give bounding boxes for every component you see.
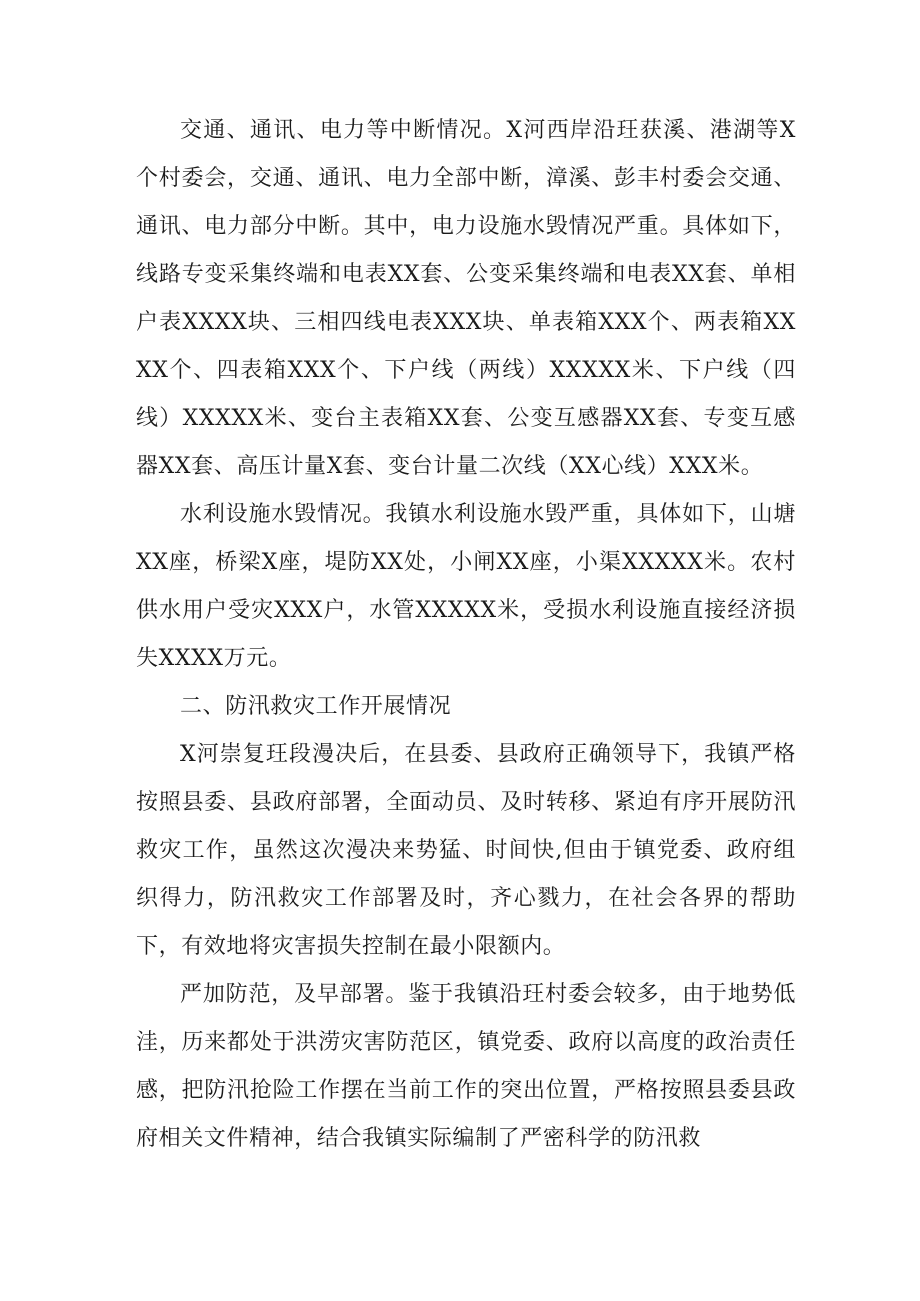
section-heading: 二、防汛救灾工作开展情况 [180, 694, 452, 719]
paragraph-flood-relief-overview: X河崇复玨段漫决后，在县委、县政府正确领导下，我镇严格按照县委、县政府部署，全面动员、及时转移、紧迫有序开展防汛救灾工作，虽然这次漫决来势猛、时间快,但由于镇党委、政府组织得力，防汛救灾工作部署及时，齐心戮力，在社会各界的帮助下，有效地将灾害损失控制在最小限额内。 [136, 742, 796, 959]
paragraph-early-deployment: 严加防范，及早部署。鉴于我镇沿玨村委会较多，由于地势低洼，历来都处于洪涝灾害防范区，镇党委、政府以高度的政治责任感，把防汛抢险工作摆在当前工作的突出位置，严格按照县委县政府相关文件精神，结合我镇实际编制了严密科学的防汛救 [136, 982, 796, 1151]
paragraph-water-facilities-damage: 水利设施水毁情况。我镇水利设施水毁严重，具体如下，山塘XX座，桥梁X座，堤防XX处，小闸XX座，小渠XXXXX米。农村供水用户受灾XXX户，水管XXXXX米，受损水利设施直接经济损失XXXX万元。 [136, 502, 796, 671]
document-page [136, 107, 796, 1163]
paragraph-infrastructure-outage: 交通、通讯、电力等中断情况。X河西岸沿玨获溪、港湖等X个村委会，交通、通讯、电力全部中断，漳溪、彭丰村委会交通、通讯、电力部分中断。其中，电力设施水毁情况严重。具体如下，线路专变采集终端和电表XX套、公变采集终端和电表XX套、单相户表XXXX块、三相四线电表XXX块、单表箱XXX个、两表箱XXXX个、四表箱XXX个、下户线（两线）XXXXX米、下户线（四线）XXXXX米、变台主表箱XX套、公变互感器XX套、专变互感器XX套、高压计量X套、变台计量二次线（XX心线）XXX米。 [136, 118, 796, 479]
